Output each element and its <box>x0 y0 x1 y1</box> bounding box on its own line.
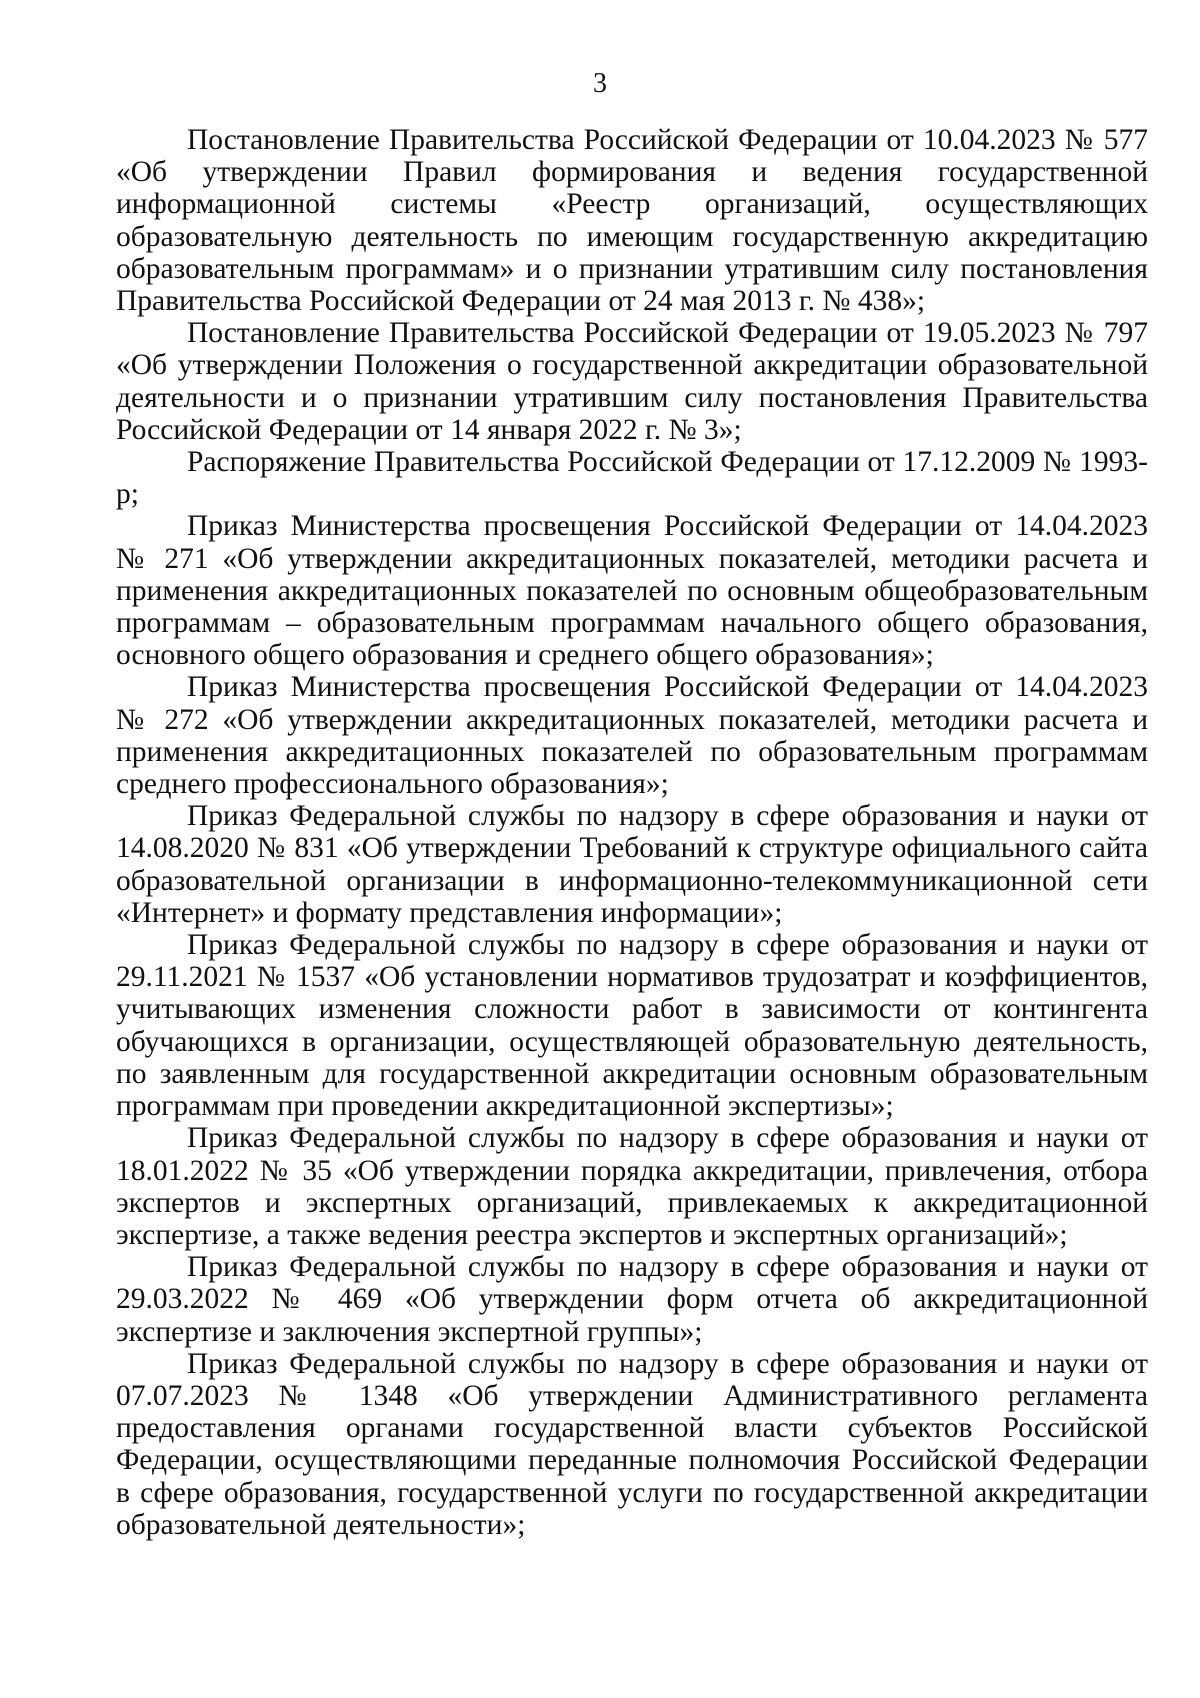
paragraph-order-35: Приказ Федеральной службы по надзору в сфере образования и науки от 18.01.2022 № 35 «Об утверждении порядка аккредитации, привлечения, отбора экспертов и экспертных организаций, привлекаемых к аккредитационной экспертизе, а также ведения реестра экспертов и экспертных организаций»; <box>116 1122 1148 1251</box>
paragraph-order-831: Приказ Федеральной службы по надзору в сфере образования и науки от 14.08.2020 № 831 «Об утверждении Требований к структуре официального сайта образовательной организации в информационно-телекоммуникационной сети «Интернет» и формату представления информации»; <box>116 800 1148 929</box>
paragraph-regulation-577: Постановление Правительства Российской Федерации от 10.04.2023 № 577 «Об утверждении Правил формирования и ведения государственной информационной системы «Реестр организаций, осуществляющих образовательную деятельность по имеющим государственную аккредитацию образовательным программам» и о признании утратившим силу постановления Правительства Российской Федерации от 24 мая 2013 г. № 438»; <box>116 124 1148 318</box>
paragraph-order-1537: Приказ Федеральной службы по надзору в сфере образования и науки от 29.11.2021 № 1537 «Об установлении нормативов трудозатрат и коэффициентов, учитывающих изменения сложности работ в зависимости от контингента обучающихся в организации, осуществляющей образовательную деятельность, по заявленным для государственной аккредитации основным образовательным программам при проведении аккредитационной экспертизы»; <box>116 929 1148 1123</box>
paragraph-order-1348: Приказ Федеральной службы по надзору в сфере образования и науки от 07.07.2023 № 1348 «Об утверждении Административного регламента предоставления органами государственной власти субъектов Российской Федерации, осуществляющими переданные полномочия Российской Федерации в сфере образования, государственной услуги по государственной аккредитации образовательной деятельности»; <box>116 1347 1148 1541</box>
paragraph-order-469: Приказ Федеральной службы по надзору в сфере образования и науки от 29.03.2022 № 469 «Об утверждении форм отчета об аккредитационной экспертизе и заключения экспертной группы»; <box>116 1251 1148 1348</box>
paragraph-order-272: Приказ Министерства просвещения Российской Федерации от 14.04.2023 № 272 «Об утверждении аккредитационных показателей, методики расчета и применения аккредитационных показателей по образовательным программам среднего профессионального образования»; <box>116 671 1148 801</box>
page-number: 3 <box>593 68 607 99</box>
paragraph-order-1993-r: Распоряжение Правительства Российской Федерации от 17.12.2009 № 1993-р; <box>116 446 1148 511</box>
paragraph-order-271: Приказ Министерства просвещения Российской Федерации от 14.04.2023 № 271 «Об утверждении аккредитационных показателей, методики расчета и применения аккредитационных показателей по основным общеобразовательным программам – образовательным программам начального общего образования, основного общего образования и среднего общего образования»; <box>116 510 1148 672</box>
paragraph-regulation-797: Постановление Правительства Российской Федерации от 19.05.2023 № 797 «Об утверждении Положения о государственной аккредитации образовательной деятельности и о признании утратившим силу постановления Правительства Российской Федерации от 14 января 2022 г. № 3»; <box>116 317 1148 446</box>
document-body <box>116 124 1148 1541</box>
